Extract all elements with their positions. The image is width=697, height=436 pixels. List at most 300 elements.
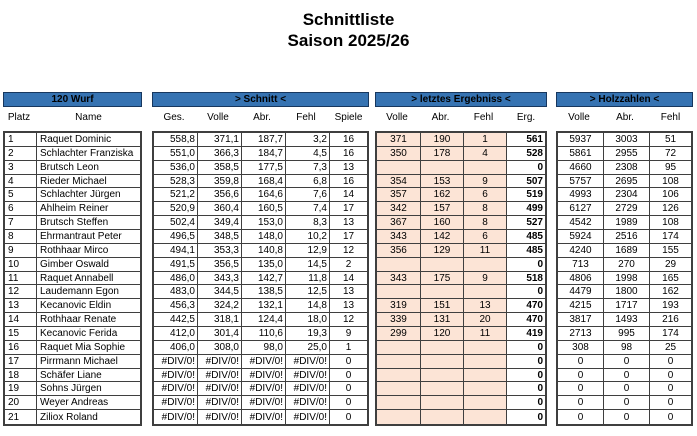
cell-schnitt-spiele: 16 — [342, 147, 355, 159]
table-row — [558, 216, 691, 230]
table-row — [377, 133, 545, 147]
cell-holz-volle: 5861 — [558, 147, 604, 160]
cell-letztes-fehl: 8 — [464, 216, 507, 229]
cell-schnitt-fehl: #DIV/0! — [286, 355, 330, 368]
cell-schnitt-spiele: 0 — [345, 355, 352, 367]
cell-schnitt-volle: #DIV/0! — [198, 369, 242, 382]
table-row — [377, 258, 545, 272]
cell-letztes-erg: 0 — [537, 369, 543, 381]
cell-letztes-erg: 528 — [526, 147, 543, 159]
cell-name: Ehrmantraut Peter — [40, 230, 122, 242]
table-row — [154, 258, 367, 272]
cell-holz-volle: 4660 — [558, 161, 604, 174]
cell-letztes-erg: 485 — [526, 244, 543, 256]
cell-schnitt-fehl: 14,8 — [286, 299, 330, 312]
column-headers-schnitt — [152, 111, 369, 125]
cell-schnitt-spiele: 13 — [342, 300, 355, 312]
cell-platz: 19 — [5, 382, 37, 395]
cell-letztes-volle: 357 — [377, 188, 421, 201]
cell-platz: 4 — [5, 175, 37, 188]
cell-letztes-fehl: 20 — [464, 313, 507, 326]
cell-holz-fehl: 25 — [664, 341, 677, 353]
cell-letztes-erg: 0 — [537, 411, 543, 423]
cell-letztes-fehl: 13 — [464, 299, 507, 312]
cell-schnitt-fehl: 12,5 — [286, 285, 330, 298]
cell-letztes-erg: 0 — [537, 161, 543, 173]
cell-schnitt-ges: 494,1 — [154, 244, 198, 257]
table-row — [377, 285, 545, 299]
table-row — [558, 230, 691, 244]
cell-name: Raquet Mia Sophie — [40, 341, 126, 353]
table-row — [154, 202, 367, 216]
cell-name: Raquet Dominic — [40, 133, 112, 145]
cell-name: Schlachter Jürgen — [40, 189, 121, 201]
cell-name: Pirrmann Michael — [40, 355, 118, 367]
cell-letztes-abr — [421, 355, 464, 368]
block-letztes-ergebniss — [375, 92, 547, 426]
cell-letztes-volle — [377, 258, 421, 271]
cell-letztes-fehl — [464, 410, 507, 424]
cell-letztes-abr — [421, 341, 464, 354]
cell-letztes-fehl: 1 — [464, 133, 507, 146]
cell-letztes-erg: 0 — [537, 355, 543, 367]
cell-name: Laudemann Egon — [40, 286, 119, 298]
table-row — [154, 382, 367, 396]
cell-schnitt-volle: #DIV/0! — [198, 355, 242, 368]
cell-letztes-fehl: 4 — [464, 147, 507, 160]
cell-platz: 18 — [5, 369, 37, 382]
cell-letztes-volle: 371 — [377, 133, 421, 146]
cell-platz: 10 — [5, 258, 37, 271]
cell-name: Raquet Annabell — [40, 272, 114, 284]
table-letztes-ergebniss — [375, 131, 547, 426]
cell-letztes-erg: 485 — [526, 230, 543, 242]
table-row — [5, 299, 140, 313]
cell-holz-fehl: 126 — [662, 203, 679, 215]
cell-letztes-erg: 507 — [526, 175, 543, 187]
cell-holz-fehl: 95 — [664, 161, 677, 173]
cell-letztes-abr — [421, 410, 464, 424]
cell-schnitt-volle: #DIV/0! — [198, 396, 242, 409]
cell-holz-abr: 0 — [604, 369, 650, 382]
cell-letztes-abr: 131 — [421, 313, 464, 326]
cell-holz-fehl: 0 — [667, 383, 674, 395]
group-header-schnitt: > Schnitt < — [152, 92, 369, 107]
cell-schnitt-spiele: 13 — [342, 217, 355, 229]
cell-name: Schlachter Franziska — [40, 147, 134, 159]
table-row — [558, 147, 691, 161]
cell-schnitt-abr: 153,0 — [242, 216, 286, 229]
table-row — [154, 341, 367, 355]
cell-letztes-abr: 160 — [421, 216, 464, 229]
cell-schnitt-fehl: 3,2 — [286, 133, 330, 146]
cell-holz-volle: 0 — [558, 382, 604, 395]
cell-holz-volle: 4240 — [558, 244, 604, 257]
table-row — [5, 216, 140, 230]
cell-letztes-abr — [421, 161, 464, 174]
cell-holz-abr: 1989 — [604, 216, 650, 229]
cell-schnitt-volle: 308,0 — [198, 341, 242, 354]
cell-holz-abr: 0 — [604, 410, 650, 424]
table-row — [154, 410, 367, 424]
title-line-1: Schnittliste — [302, 10, 395, 29]
page-title — [0, 9, 697, 51]
cell-schnitt-volle: 359,8 — [198, 175, 242, 188]
column-headers-holzzahlen — [556, 111, 693, 125]
cell-schnitt-ges: 486,0 — [154, 272, 198, 285]
cell-holz-fehl: 174 — [662, 327, 679, 339]
cell-schnitt-fehl: 12,9 — [286, 244, 330, 257]
table-row — [377, 299, 545, 313]
cell-letztes-fehl — [464, 341, 507, 354]
table-row — [558, 396, 691, 410]
cell-platz: 20 — [5, 396, 37, 409]
cell-schnitt-fehl: 25,0 — [286, 341, 330, 354]
cell-letztes-abr: 178 — [421, 147, 464, 160]
cell-name: Gimber Oswald — [40, 258, 109, 270]
cell-schnitt-abr: 177,5 — [242, 161, 286, 174]
column-header-volle: Volle — [568, 112, 590, 123]
cell-schnitt-volle: 356,5 — [198, 258, 242, 271]
table-row — [377, 147, 545, 161]
table-row — [5, 313, 140, 327]
cell-holz-volle: 0 — [558, 410, 604, 424]
column-header-fehl: Fehl — [473, 112, 494, 123]
cell-holz-abr: 1493 — [604, 313, 650, 326]
table-row — [558, 175, 691, 189]
column-headers-wurf — [3, 111, 142, 125]
cell-holz-abr: 2729 — [604, 202, 650, 215]
cell-schnitt-ges: 496,5 — [154, 230, 198, 243]
cell-schnitt-fehl: 7,6 — [286, 188, 330, 201]
cell-schnitt-abr: 142,7 — [242, 272, 286, 285]
cell-letztes-abr — [421, 258, 464, 271]
table-schnitt — [152, 131, 369, 426]
column-header-volle: Volle — [207, 112, 229, 123]
cell-name: Sohns Jürgen — [40, 383, 102, 395]
table-row — [377, 272, 545, 286]
cell-holz-volle: 308 — [558, 341, 604, 354]
cell-letztes-abr: 151 — [421, 299, 464, 312]
table-row — [154, 133, 367, 147]
cell-letztes-volle — [377, 285, 421, 298]
cell-schnitt-abr: 148,0 — [242, 230, 286, 243]
cell-letztes-abr: 142 — [421, 230, 464, 243]
table-row — [377, 175, 545, 189]
cell-name: Brutsch Steffen — [40, 217, 109, 229]
cell-name: Weyer Andreas — [40, 397, 109, 409]
table-row — [5, 285, 140, 299]
cell-letztes-volle: 343 — [377, 230, 421, 243]
cell-holz-fehl: 0 — [667, 369, 674, 381]
cell-schnitt-fehl: 14,5 — [286, 258, 330, 271]
cell-schnitt-fehl: 10,2 — [286, 230, 330, 243]
cell-letztes-abr: 175 — [421, 272, 464, 285]
cell-platz: 3 — [5, 161, 37, 174]
cell-platz: 11 — [5, 272, 37, 285]
table-row — [154, 313, 367, 327]
cell-schnitt-spiele: 13 — [342, 161, 355, 173]
table-row — [154, 216, 367, 230]
cell-schnitt-ges: 406,0 — [154, 341, 198, 354]
cell-schnitt-volle: #DIV/0! — [198, 410, 242, 424]
cell-name: Kecanovic Ferida — [40, 327, 118, 339]
table-row — [558, 355, 691, 369]
cell-holz-volle: 4993 — [558, 188, 604, 201]
table-row — [5, 230, 140, 244]
cell-letztes-volle — [377, 341, 421, 354]
cell-letztes-volle: 343 — [377, 272, 421, 285]
cell-schnitt-ges: 558,8 — [154, 133, 198, 146]
cell-schnitt-abr: 138,5 — [242, 285, 286, 298]
table-row — [154, 230, 367, 244]
cell-schnitt-abr: 98,0 — [242, 341, 286, 354]
cell-holz-abr: 1800 — [604, 285, 650, 298]
block-holzzahlen — [556, 92, 693, 426]
cell-schnitt-fehl: #DIV/0! — [286, 410, 330, 424]
table-row — [154, 147, 367, 161]
cell-letztes-abr: 157 — [421, 202, 464, 215]
cell-holz-volle: 5757 — [558, 175, 604, 188]
cell-letztes-erg: 0 — [537, 397, 543, 409]
cell-platz: 7 — [5, 216, 37, 229]
cell-schnitt-fehl: #DIV/0! — [286, 382, 330, 395]
cell-schnitt-abr: 140,8 — [242, 244, 286, 257]
table-row — [5, 410, 140, 424]
cell-holz-volle: 5924 — [558, 230, 604, 243]
cell-holz-abr: 2304 — [604, 188, 650, 201]
cell-holz-abr: 98 — [604, 341, 650, 354]
column-header-abr: Abr. — [253, 112, 271, 123]
cell-schnitt-abr: 164,6 — [242, 188, 286, 201]
cell-letztes-abr: 190 — [421, 133, 464, 146]
cell-holz-volle: 0 — [558, 355, 604, 368]
cell-holz-fehl: 0 — [667, 355, 674, 367]
cell-holz-fehl: 0 — [667, 397, 674, 409]
cell-schnitt-spiele: 2 — [345, 258, 352, 270]
table-row — [377, 161, 545, 175]
table-row — [154, 396, 367, 410]
table-row — [377, 396, 545, 410]
cell-schnitt-spiele: 13 — [342, 286, 355, 298]
cell-schnitt-volle: 324,2 — [198, 299, 242, 312]
table-row — [154, 188, 367, 202]
table-row — [154, 369, 367, 383]
cell-letztes-volle — [377, 410, 421, 424]
cell-letztes-erg: 0 — [537, 383, 543, 395]
cell-schnitt-volle: 343,3 — [198, 272, 242, 285]
table-row — [558, 299, 691, 313]
table-row — [5, 272, 140, 286]
cell-schnitt-ges: #DIV/0! — [154, 369, 198, 382]
cell-platz: 5 — [5, 188, 37, 201]
cell-schnitt-fehl: 6,8 — [286, 175, 330, 188]
table-row — [558, 133, 691, 147]
cell-schnitt-spiele: 9 — [345, 327, 352, 339]
cell-schnitt-ges: 528,3 — [154, 175, 198, 188]
cell-letztes-volle: 342 — [377, 202, 421, 215]
cell-holz-abr: 3003 — [604, 133, 650, 146]
cell-letztes-volle — [377, 382, 421, 395]
column-headers-letztes-ergebniss — [375, 111, 547, 125]
cell-letztes-erg: 518 — [526, 272, 543, 284]
column-header-spiele: Spiele — [334, 112, 363, 123]
cell-platz: 1 — [5, 133, 37, 146]
cell-schnitt-spiele: 12 — [342, 314, 355, 326]
cell-holz-abr: 995 — [604, 327, 650, 340]
cell-holz-volle: 4215 — [558, 299, 604, 312]
cell-schnitt-fehl: 4,5 — [286, 147, 330, 160]
cell-name: Rieder Michael — [40, 175, 107, 187]
cell-letztes-erg: 499 — [526, 203, 543, 215]
cell-platz: 8 — [5, 230, 37, 243]
column-header-erg: Erg. — [516, 112, 536, 123]
table-row — [377, 188, 545, 202]
cell-name: Ziliox Roland — [40, 411, 98, 423]
cell-holz-fehl: 108 — [662, 175, 679, 187]
cell-schnitt-fehl: 19,3 — [286, 327, 330, 340]
cell-letztes-fehl: 6 — [464, 230, 507, 243]
cell-schnitt-volle: 356,6 — [198, 188, 242, 201]
table-row — [5, 355, 140, 369]
cell-holz-volle: 6127 — [558, 202, 604, 215]
cell-schnitt-volle: 301,4 — [198, 327, 242, 340]
cell-schnitt-ges: 442,5 — [154, 313, 198, 326]
cell-schnitt-volle: 358,5 — [198, 161, 242, 174]
cell-schnitt-spiele: 16 — [342, 175, 355, 187]
table-row — [154, 355, 367, 369]
column-header-fehl: Fehl — [660, 112, 681, 123]
cell-schnitt-spiele: 14 — [342, 272, 355, 284]
table-row — [5, 161, 140, 175]
cell-holz-abr: 2308 — [604, 161, 650, 174]
cell-platz: 9 — [5, 244, 37, 257]
cell-schnitt-spiele: 17 — [342, 230, 355, 242]
cell-schnitt-volle: 349,4 — [198, 216, 242, 229]
cell-schnitt-spiele: 17 — [342, 203, 355, 215]
cell-schnitt-abr: #DIV/0! — [242, 355, 286, 368]
cell-schnitt-volle: 353,3 — [198, 244, 242, 257]
cell-schnitt-ges: #DIV/0! — [154, 355, 198, 368]
cell-letztes-fehl — [464, 355, 507, 368]
cell-letztes-fehl — [464, 285, 507, 298]
cell-letztes-fehl: 11 — [464, 244, 507, 257]
column-header-abr: Abr. — [616, 112, 634, 123]
column-header-volle: Volle — [386, 112, 408, 123]
cell-schnitt-abr: 168,4 — [242, 175, 286, 188]
cell-letztes-volle — [377, 369, 421, 382]
cell-holz-fehl: 193 — [662, 300, 679, 312]
table-row — [5, 202, 140, 216]
table-row — [377, 410, 545, 424]
cell-letztes-erg: 519 — [526, 189, 543, 201]
cell-holz-fehl: 0 — [667, 411, 674, 423]
cell-schnitt-fehl: 11,8 — [286, 272, 330, 285]
cell-schnitt-spiele: 1 — [345, 341, 352, 353]
cell-letztes-volle — [377, 396, 421, 409]
cell-holz-volle: 0 — [558, 369, 604, 382]
cell-schnitt-spiele: 0 — [345, 397, 352, 409]
column-header-platz: Platz — [7, 112, 31, 123]
table-row — [154, 161, 367, 175]
cell-schnitt-fehl: 8,3 — [286, 216, 330, 229]
column-header-abr: Abr. — [431, 112, 450, 123]
table-row — [5, 369, 140, 383]
table-wurf — [3, 131, 142, 426]
cell-letztes-fehl — [464, 382, 507, 395]
cell-platz: 12 — [5, 285, 37, 298]
cell-schnitt-volle: 366,3 — [198, 147, 242, 160]
cell-holz-volle: 713 — [558, 258, 604, 271]
table-row — [5, 147, 140, 161]
cell-platz: 13 — [5, 299, 37, 312]
cell-name: Kecanovic Eldin — [40, 300, 112, 312]
cell-schnitt-fehl: 7,4 — [286, 202, 330, 215]
table-row — [558, 369, 691, 383]
cell-platz: 21 — [5, 410, 37, 424]
table-row — [5, 341, 140, 355]
cell-platz: 6 — [5, 202, 37, 215]
table-row — [377, 313, 545, 327]
group-header-letztes-ergebniss: > letztes Ergebniss < — [375, 92, 547, 107]
cell-letztes-volle: 299 — [377, 327, 421, 340]
cell-letztes-erg: 0 — [537, 258, 543, 270]
cell-letztes-volle — [377, 355, 421, 368]
table-row — [5, 188, 140, 202]
cell-schnitt-abr: 135,0 — [242, 258, 286, 271]
cell-schnitt-volle: 360,4 — [198, 202, 242, 215]
cell-schnitt-ges: 551,0 — [154, 147, 198, 160]
table-row — [154, 299, 367, 313]
cell-schnitt-abr: 110,6 — [242, 327, 286, 340]
cell-schnitt-ges: 491,5 — [154, 258, 198, 271]
table-row — [558, 188, 691, 202]
cell-schnitt-abr: #DIV/0! — [242, 396, 286, 409]
cell-platz: 17 — [5, 355, 37, 368]
cell-holz-volle: 5937 — [558, 133, 604, 146]
cell-letztes-volle: 339 — [377, 313, 421, 326]
cell-holz-fehl: 155 — [662, 244, 679, 256]
cell-schnitt-spiele: 0 — [345, 411, 352, 423]
cell-schnitt-spiele: 0 — [345, 383, 352, 395]
table-row — [377, 341, 545, 355]
cell-name: Rothhaar Renate — [40, 314, 117, 326]
cell-letztes-erg: 0 — [537, 341, 543, 353]
cell-schnitt-abr: 184,7 — [242, 147, 286, 160]
cell-letztes-fehl — [464, 396, 507, 409]
cell-letztes-abr: 129 — [421, 244, 464, 257]
cell-schnitt-ges: 483,0 — [154, 285, 198, 298]
cell-schnitt-ges: 412,0 — [154, 327, 198, 340]
cell-holz-volle: 0 — [558, 396, 604, 409]
cell-name: Ahlheim Reiner — [40, 203, 109, 215]
cell-letztes-volle: 356 — [377, 244, 421, 257]
cell-letztes-fehl: 6 — [464, 188, 507, 201]
cell-letztes-volle — [377, 161, 421, 174]
cell-schnitt-spiele: 16 — [342, 133, 355, 145]
cell-schnitt-spiele: 0 — [345, 369, 352, 381]
title-line-2: Saison 2025/26 — [287, 31, 410, 50]
cell-holz-fehl: 51 — [664, 133, 677, 145]
table-row — [558, 382, 691, 396]
cell-schnitt-spiele: 12 — [342, 244, 355, 256]
table-row — [558, 410, 691, 424]
cell-holz-abr: 0 — [604, 396, 650, 409]
cell-schnitt-abr: #DIV/0! — [242, 410, 286, 424]
cell-holz-abr: 2695 — [604, 175, 650, 188]
group-header-holzzahlen: > Holzzahlen < — [556, 92, 693, 107]
cell-letztes-erg: 419 — [526, 327, 543, 339]
